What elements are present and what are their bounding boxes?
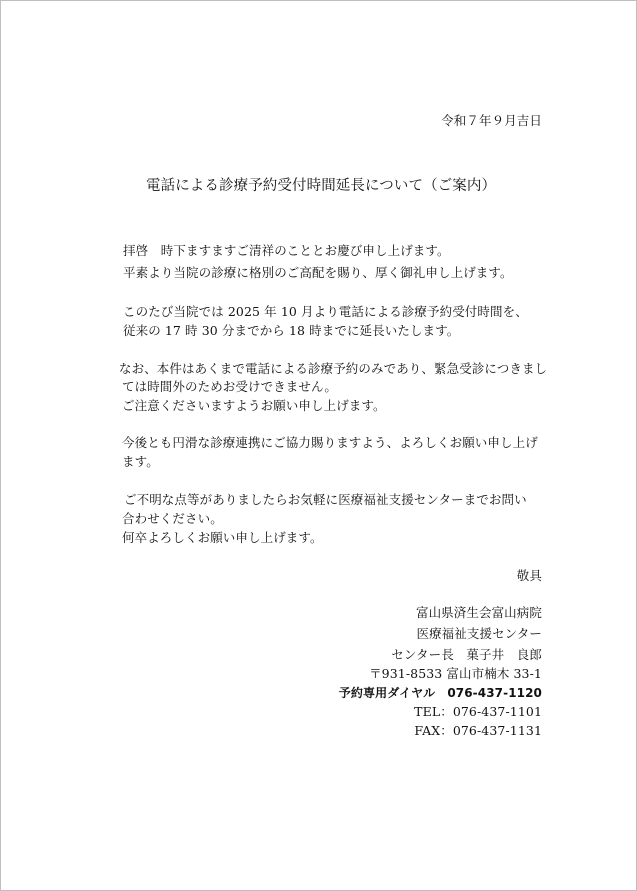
announcement-line-1: このたび当院では 2025 年 10 月より電話による診療予約受付時間を、: [123, 304, 528, 319]
signature-person: センター長 菓子井 良郎: [391, 647, 542, 662]
notice-line-1: なお、本件はあくまで電話による診療予約のみであり、緊急受診につきまし: [119, 361, 548, 376]
signature-fax: FAX：076-437-1131: [414, 723, 542, 738]
greeting-line-1: 拝啓 時下ますますご清祥のこととお慶び申し上げます。: [123, 243, 450, 258]
inquiry-line-1: ご不明な点等がありましたらお気軽に医療福祉支援センターまでお問い: [124, 492, 527, 507]
reservation-dial: 予約専用ダイヤル 076-437-1120: [338, 686, 542, 700]
signature-address: 〒931-8533 富山市楠木 33-1: [369, 666, 542, 681]
cooperation-line-1: 今後とも円滑な診療連携にご協力賜りますよう、よろしくお願い申し上げ: [122, 435, 538, 450]
signature-organization: 富山県済生会富山病院: [415, 605, 542, 620]
notice-line-3: ご注意くださいますようお願い申し上げます。: [122, 398, 386, 413]
closing-text: 敬具: [516, 568, 542, 583]
cooperation-line-2: ます。: [122, 454, 159, 469]
greeting-line-2: 平素より当院の診療に格別のご高配を賜り、厚く御礼申し上げます。: [123, 265, 513, 280]
notice-line-2: ては時間外のためお受けできません。: [122, 379, 337, 394]
signature-tel: TEL：076-437-1101: [414, 704, 542, 719]
announcement-line-2: 従来の 17 時 30 分までから 18 時までに延長いたします。: [123, 323, 460, 338]
inquiry-line-3: 何卒よろしくお願い申し上げます。: [122, 530, 323, 545]
document-title: 電話による診療予約受付時間延長について（ご案内）: [146, 178, 497, 194]
signature-department: 医療福祉支援センター: [416, 626, 542, 641]
inquiry-line-2: 合わせください。: [122, 511, 223, 526]
document-date: 令和７年９月吉日: [441, 113, 542, 128]
